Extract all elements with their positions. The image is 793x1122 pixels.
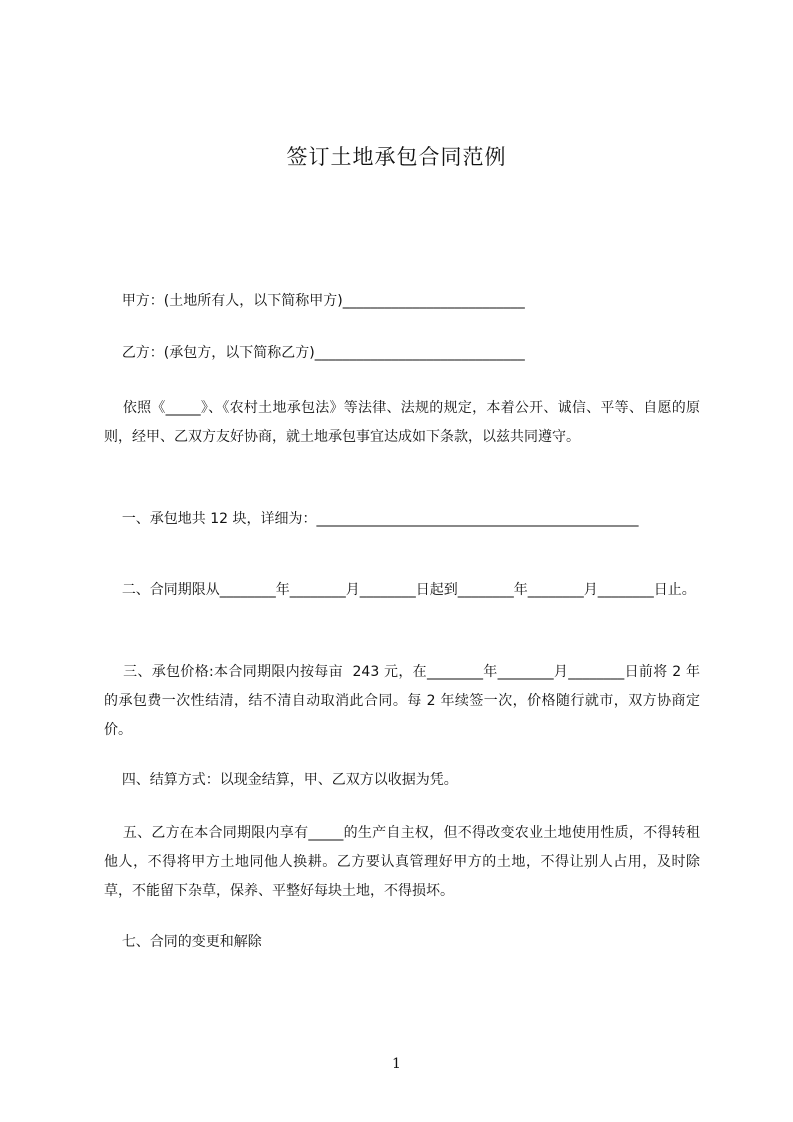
party-b-line: 乙方：(承包方，以下简称乙方)______________________________ — [104, 345, 525, 361]
document-title: 签订土地承包合同范例 — [286, 145, 507, 169]
clause-7-heading: 七、合同的变更和解除 — [104, 934, 262, 950]
clause-3-contract-price: 三、承包价格:本合同期限内按每亩 243 元，在________年________月________日前将 2 年的承包费一次性结清，结不清自动取消此合同。每 2 年续签一次，价格随行就市，双方协商定价。 — [104, 664, 700, 738]
clause-2-contract-term: 二、合同期限从________年________月________日起到________年________月________日止。 — [104, 582, 696, 598]
page-number: 1 — [392, 1056, 401, 1072]
clause-4-settlement: 四、结算方式：以现金结算，甲、乙双方以收据为凭。 — [104, 772, 458, 788]
clause-5-rights-obligations: 五、乙方在本合同期限内享有_____的生产自主权，但不得改变农业土地使用性质，不得转租他人，不得将甲方土地同他人换耕。乙方要认真管理好甲方的土地，不得让别人占用，及时除草，不能留下杂草，保养、平整好每块土地，不得损坏。 — [104, 825, 700, 899]
party-a-line: 甲方：(土地所有人，以下简称甲方)__________________________ — [104, 293, 525, 309]
clause-1-land-details: 一、承包地共 12 块，详细为：______________________________________________ — [104, 511, 639, 527]
preamble-paragraph: 依照《_____》、《农村土地承包法》等法律、法规的规定，本着公开、诚信、平等、自愿的原则，经甲、乙双方友好协商，就土地承包事宜达成如下条款，以兹共同遵守。 — [104, 400, 700, 445]
